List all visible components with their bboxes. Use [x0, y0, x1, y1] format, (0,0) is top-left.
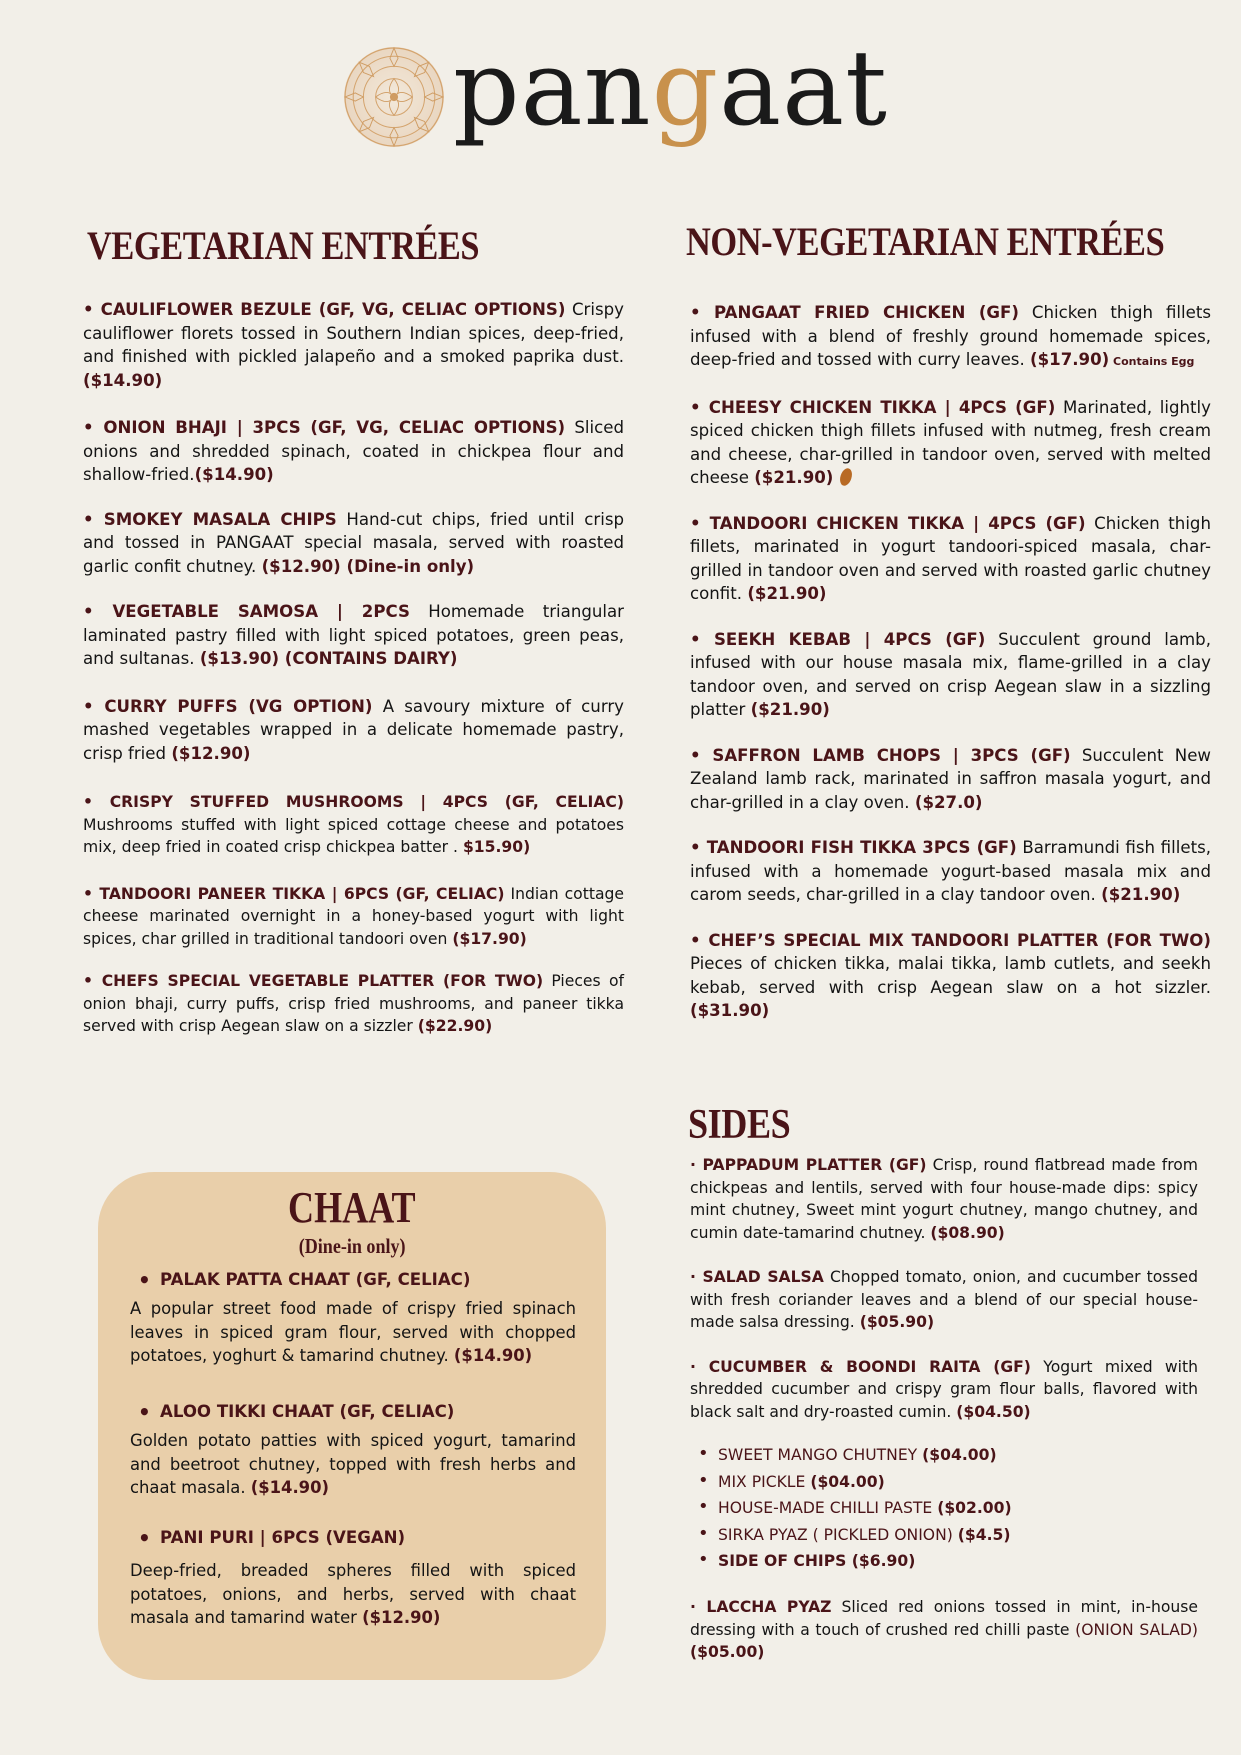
laccha-item: [690, 1596, 1198, 1664]
menu-item: • CHEESY CHICKEN TIKKA | 4PCS (GF) Marinated, lightly spiced chicken thigh fillets infused with nutmeg, fresh cream and cheese, char-grilled in tandoor oven, served with melted cheese ($21.90): [690, 397, 1211, 487]
list-item: • SIRKA PYAZ ( PICKLED ONION) ($4.5): [692, 1522, 1012, 1549]
menu-item: · PAPPADUM PLATTER (GF) Crisp, round flatbread made from chickpeas and lentils, served with four house-made dips: spicy mint chutney, Sweet mint yogurt chutney, mango chutney, and cumin date-tamarind chutney. ($08.90): [690, 1156, 1198, 1242]
list-item: • SIDE OF CHIPS ($6.90): [692, 1548, 1012, 1575]
sides-heading: SIDES: [688, 1102, 791, 1148]
menu-item: · CUCUMBER & BOONDI RAITA (GF) Yogurt mixed with shredded cucumber and crispy gram flour balls, flavored with black salt and dry-roasted cumin. ($04.50): [690, 1357, 1198, 1421]
list-item: • MIX PICKLE ($04.00): [692, 1469, 1012, 1496]
menu-item: • PANGAAT FRIED CHICKEN (GF) Chicken thigh fillets infused with a blend of freshly ground homemade spices, deep-fried and tossed with curry leaves. ($17.90) Contains Egg: [690, 303, 1212, 369]
veg-column: [83, 298, 624, 1038]
menu-item: • VEGETABLE SAMOSA | 2PCS Homemade triangular laminated pastry filled with light spiced potatoes, green peas, and sultanas. ($13.90) (CONTAINS DAIRY): [83, 602, 624, 668]
sides-column: [690, 1154, 1198, 1423]
chaat-heading: CHAAT: [288, 1183, 416, 1232]
menu-item: · LACCHA PYAZ Sliced red onions tossed in mint, in-house dressing with a touch of crushed red chilli paste (ONION SALAD) ($05.00): [690, 1598, 1198, 1661]
extras-list: [692, 1442, 1012, 1575]
chaat-item-name: • PALAK PATTA CHAAT (GF, CELIAC): [130, 1270, 576, 1289]
brand-wordmark: pangaat: [453, 27, 888, 149]
list-item: • HOUSE-MADE CHILLI PASTE ($02.00): [692, 1495, 1012, 1522]
nonveg-heading: NON-VEGETARIAN ENTRÉES: [686, 219, 1165, 264]
chaat-item-desc: Deep-fried, breaded spheres filled with spiced potatoes, onions, and herbs, served with chaat masala and tamarind water ($12.90): [130, 1561, 576, 1627]
cheese-icon: [839, 467, 853, 487]
nonveg-column: [690, 301, 1211, 1023]
chaat-item-name: • ALOO TIKKI CHAAT (GF, CELIAC): [130, 1402, 576, 1421]
chaat-panel: [98, 1172, 606, 1680]
list-item: • SWEET MANGO CHUTNEY ($04.00): [692, 1442, 1012, 1469]
chaat-item-desc: A popular street food made of crispy fried spinach leaves in spiced gram flour, served with chopped potatoes, yoghurt & tamarind chutney. ($14.90): [130, 1299, 576, 1365]
menu-item: • TANDOORI PANEER TIKKA | 6PCS (GF, CELIAC) Indian cottage cheese marinated overnight in a honey-based yogurt with light spices, char grilled in traditional tandoori oven ($17.90): [83, 884, 624, 948]
chaat-item: [130, 1402, 576, 1500]
menu-item: • SMOKEY MASALA CHIPS Hand-cut chips, fried until crisp and tossed in PANGAAT special masala, served with roasted garlic confit chutney. ($12.90) (Dine-in only): [83, 509, 625, 576]
menu-item: • CAULIFLOWER BEZULE (GF, VG, CELIAC OPTIONS) Crispy cauliflower florets tossed in Southern Indian spices, deep-fried, and finished with pickled jalapeño and a smoked paprika dust. ($14.90): [83, 300, 624, 390]
chaat-subheading: (Dine-in only): [298, 1234, 406, 1258]
veg-heading: VEGETARIAN ENTRÉES: [87, 223, 480, 268]
chaat-item-name: • PANI PURI | 6PCS (VEGAN): [130, 1528, 576, 1547]
menu-item: • CURRY PUFFS (VG OPTION) A savoury mixture of curry mashed vegetables wrapped in a delicate homemade pastry, crisp fried ($12.90): [83, 696, 624, 763]
menu-item: • CRISPY STUFFED MUSHROOMS | 4PCS (GF, CELIAC) Mushrooms stuffed with light spiced cottage cheese and potatoes mix, deep fried in coated crisp chickpea batter . $15.90): [83, 793, 624, 856]
menu-item: • TANDOORI FISH TIKKA 3PCS (GF) Barramundi fish fillets, infused with a homemade yogurt-based masala mix and carom seeds, char-grilled in a clay tandoor oven. ($21.90): [690, 838, 1211, 904]
menu-item: • ONION BHAJI | 3PCS (GF, VG, CELIAC OPTIONS) Sliced onions and shredded spinach, coated in chickpea flour and shallow-fried.($14.90): [83, 418, 624, 484]
menu-item: • CHEFS SPECIAL VEGETABLE PLATTER (FOR TWO) Pieces of onion bhaji, curry puffs, crisp fried mushrooms, and paneer tikka served with crisp Aegean slaw on a sizzler ($22.90): [83, 972, 624, 1035]
brand-logo: [343, 27, 888, 164]
menu-item: • SAFFRON LAMB CHOPS | 3PCS (GF) Succulent New Zealand lamb rack, marinated in saffron masala yogurt, and char-grilled in a clay oven. ($27.0): [690, 745, 1211, 812]
mandala-icon: [343, 46, 445, 148]
menu-item: · SALAD SALSA Chopped tomato, onion, and cucumber tossed with fresh coriander leaves and a blend of our special house-made salsa dressing. ($05.90): [690, 1268, 1198, 1331]
chaat-item: [130, 1270, 576, 1368]
chaat-item-desc: Golden potato patties with spiced yogurt, tamarind and beetroot chutney, topped with fresh herbs and chaat masala. ($14.90): [130, 1431, 576, 1497]
chaat-item: [130, 1528, 576, 1630]
menu-item: • CHEF’S SPECIAL MIX TANDOORI PLATTER (FOR TWO) Pieces of chicken tikka, malai tikka, lamb cutlets, and seekh kebab, served with crisp Aegean slaw on a hot sizzler. ($31.90): [690, 930, 1211, 1020]
menu-item: • SEEKH KEBAB | 4PCS (GF) Succulent ground lamb, infused with our house masala mix, flame-grilled in a clay tandoor oven, and served on crisp Aegean slaw in a sizzling platter ($21.90): [690, 629, 1211, 719]
menu-item: • TANDOORI CHICKEN TIKKA | 4PCS (GF) Chicken thigh fillets, marinated in yogurt tandoori-spiced masala, char-grilled in tandoor oven and served with roasted garlic chutney confit. ($21.90): [690, 513, 1211, 603]
